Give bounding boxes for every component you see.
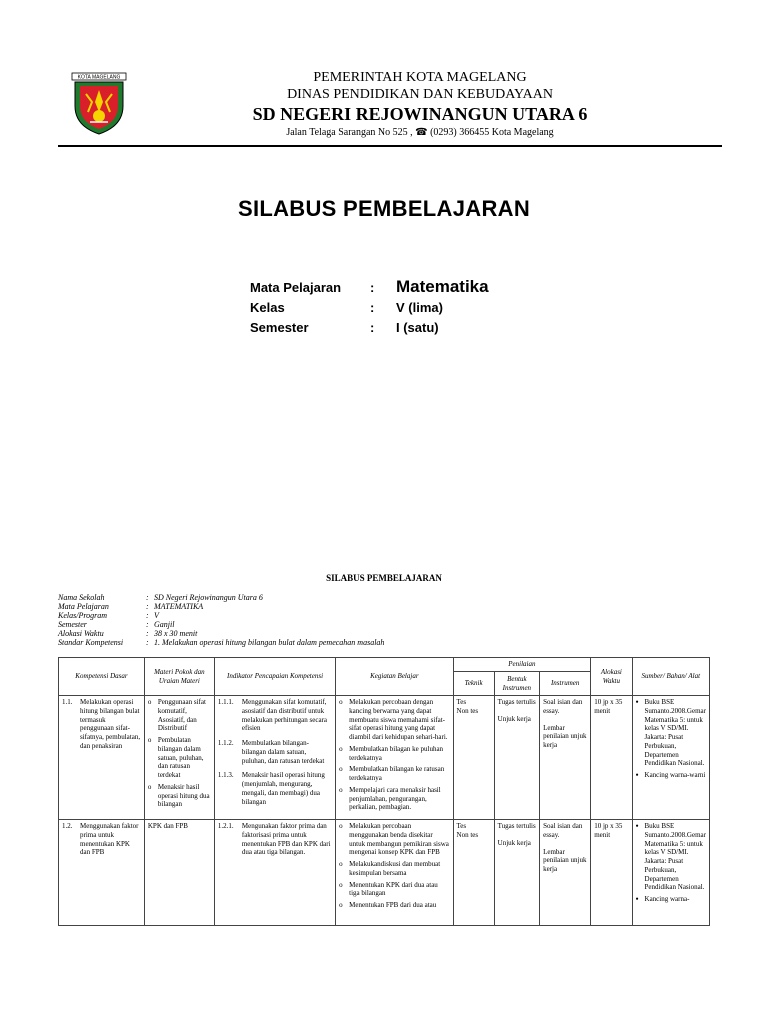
info-colon: :	[370, 300, 375, 315]
info-value: I (satu)	[396, 320, 439, 335]
list-item: • Kancing warna-warni	[636, 771, 706, 780]
cell-kegiatan	[336, 820, 453, 926]
teknik-item: Non tes	[456, 830, 479, 839]
indicator-text: Menggunakan sifat komutatif, asosiatif dan distributif untuk melakukan perhitungan secara efisien	[241, 698, 327, 733]
meta-value: MATEMATIKA	[154, 602, 204, 611]
table-row	[59, 820, 710, 926]
cell-kd	[59, 696, 145, 820]
letterhead-government: PEMERINTAH KOTA MAGELANG	[313, 70, 527, 85]
kd-number: 1.1.	[62, 698, 73, 706]
teknik-item: Tes	[456, 822, 467, 830]
header-kegiatan: Kegiatan Belajar	[336, 658, 453, 696]
kd-number: 1.2.	[62, 822, 73, 830]
meta-label: Kelas/Program	[58, 611, 108, 620]
info-colon: :	[370, 280, 375, 295]
info-colon: :	[370, 320, 375, 335]
header-materi: Materi Pokok dan Uraian Materi	[144, 658, 214, 696]
header-instrumen: Instrumen	[540, 672, 591, 696]
indicator-number: 1.1.1.	[217, 698, 234, 706]
meta-colon: :	[146, 638, 149, 647]
info-label: Kelas	[250, 300, 285, 315]
indicator-text: Mengunakan faktor prima dan faktorisasi prima untuk menentukan FPB dan KPK dari dua atau tiga bilangan.	[241, 822, 331, 857]
meta-value: V	[154, 611, 159, 620]
header-sumber: Sumber/ Bahan/ Alat	[632, 658, 709, 696]
list-item: • Kancing warna-	[636, 895, 706, 904]
meta-colon: :	[146, 629, 149, 638]
list-item: o Membulatkan bilagan ke puluhan terdekatnya	[339, 745, 449, 763]
teknik-item: Non tes	[456, 706, 479, 715]
header-penilaian: Penilaian	[453, 658, 591, 672]
letterhead-address: Jalan Telaga Sarangan No 525 , ☎ (0293) 366455 Kota Magelang	[286, 127, 554, 138]
letterhead-school-name: SD NEGERI REJOWINANGUN UTARA 6	[252, 104, 588, 124]
list-item: o Penggunaan sifat komutatif, Asosiatif, dan Distributif	[148, 698, 211, 733]
list-item: o Melakukandiskusi dan membuat kesimpulan bersama	[339, 860, 449, 878]
meta-row	[58, 620, 175, 629]
list-item: • Buku BSE Sumanto.2008.Gemar Matematika 5: untuk kelas V SD/MI. Jakarta: Pusat Perbukuan, Departemen Pendidikan Nasional.	[636, 698, 706, 768]
bentuk-item: Unjuk kerja	[497, 838, 531, 847]
kd-text: Menggunakan faktor prima untuk menentukan KPK dan FPB	[80, 822, 139, 857]
cell-indikator	[214, 696, 335, 820]
meta-colon: :	[146, 620, 149, 629]
header-teknik: Teknik	[453, 672, 494, 696]
instrumen-item: Soal isian dan essay.	[543, 698, 583, 715]
cell-teknik	[453, 820, 494, 926]
meta-row	[58, 629, 198, 638]
cell-instrumen	[540, 696, 591, 820]
syllabus-title: SILABUS PEMBELAJARAN	[326, 573, 442, 583]
cell-alokasi: 10 jp x 35 menit	[591, 696, 632, 820]
indicator-number: 1.1.3.	[217, 771, 234, 780]
teknik-item: Tes	[456, 698, 467, 706]
meta-value: SD Negeri Rejowinangun Utara 6	[154, 593, 263, 602]
info-label: Semester	[250, 320, 309, 335]
meta-row	[58, 602, 204, 611]
meta-label: Semester	[58, 620, 87, 629]
instrumen-item: Soal isian dan essay.	[543, 822, 583, 839]
indicator-number: 1.2.1.	[217, 822, 234, 830]
logo-text: KOTA MAGELANG	[77, 74, 121, 81]
info-value: Matematika	[396, 277, 489, 296]
cell-bentuk	[494, 820, 539, 926]
meta-row	[58, 638, 385, 647]
cell-instrumen	[540, 820, 591, 926]
kd-text: Melakukan operasi hitung bilangan bulat termasuk penggunaan sifat-sifatnya, pembulatan, dan penaksiran	[80, 698, 141, 750]
meta-colon: :	[146, 593, 149, 602]
meta-value: Ganjil	[154, 620, 175, 629]
meta-label: Alokasi Waktu	[58, 629, 104, 638]
table-row	[59, 696, 710, 820]
indicator-text: Menaksir hasil operasi hitung (menjumlah, mengurang, mengali, dan membagi) dua bilangan	[241, 771, 325, 806]
page-title: SILABUS PEMBELAJARAN	[237, 196, 531, 221]
cell-materi: KPK dan FPB	[144, 820, 214, 926]
cell-materi	[144, 696, 214, 820]
info-value: V (lima)	[396, 300, 443, 315]
info-label: Mata Pelajaran	[250, 280, 342, 295]
bentuk-item: Tugas tertulis	[497, 698, 536, 706]
list-item: • Buku BSE Sumanto.2008.Gemar Matematika 5: untuk kelas V SD/MI. Jakarta: Pusat Perbukuan, Departemen Pendidikan Nasional.	[636, 822, 706, 892]
city-emblem-icon	[70, 72, 128, 136]
cell-indikator	[214, 820, 335, 926]
meta-colon: :	[146, 602, 149, 611]
syllabus-table	[58, 657, 710, 926]
instrumen-item: Lembar penilaian unjuk kerja	[543, 847, 587, 873]
instrumen-item: Lembar penilaian unjuk kerja	[543, 723, 587, 749]
list-item: o Melakukan percobaan dengan kancing berwarna yang dapat membuatu siswa memahami sifat-sifat operasi hitung yang dapat diambil dari kehidupan sehari-hari.	[339, 698, 449, 742]
list-item: o Menentukan KPK dari dua atau tiga bilangan	[339, 881, 449, 899]
meta-label: Mata Pelajaran	[58, 602, 109, 611]
letterhead-department: DINAS PENDIDIKAN DAN KEBUDAYAAN	[287, 87, 553, 102]
meta-row	[58, 611, 159, 620]
list-item: o Membulatkan bilangan ke ratusan terdekatnya	[339, 765, 449, 783]
bentuk-item: Unjuk kerja	[497, 714, 531, 723]
meta-colon: :	[146, 611, 149, 620]
meta-row	[58, 593, 263, 602]
meta-label: Nama Sekolah	[58, 593, 105, 602]
header-kd: Kompetensi Dasar	[59, 658, 145, 696]
list-item: o Menentukan FPB dari dua atau	[339, 901, 449, 910]
cell-kegiatan	[336, 696, 453, 820]
cell-sumber	[632, 696, 709, 820]
meta-value: 1. Melakukan operasi hitung bilangan bulat dalam pemecahan masalah	[154, 638, 385, 647]
cell-teknik	[453, 696, 494, 820]
meta-label: Standar Kompetensi	[58, 638, 124, 647]
bentuk-item: Tugas tertulis	[497, 822, 536, 830]
header-indikator: Indikator Pencapaian Kompetensi	[214, 658, 335, 696]
list-item: o Mempelajari cara menaksir hasil penjumlahan, pengurangan, perkalian, pembagian.	[339, 786, 449, 812]
indicator-text: Membulatkan bilangan-bilangan dalam satuan, puluhan, dan ratusan terdekat	[241, 739, 325, 765]
list-item: o Pembulatan bilangan dalam satuan, puluhan, dan ratusan terdekat	[148, 736, 211, 780]
header-alokasi: Alokasi Waktu	[591, 658, 632, 696]
list-item: o Melakukan percobaan menggunakan benda disekitar untuk membangun pemikiran siswa mengenai konsep KPK dan FPB	[339, 822, 449, 857]
indicator-number: 1.1.2.	[217, 739, 234, 747]
meta-value: 38 x 30 menit	[154, 629, 198, 638]
letterhead-divider	[58, 145, 722, 147]
cell-sumber	[632, 820, 709, 926]
cell-kd	[59, 820, 145, 926]
list-item: o Menaksir hasil operasi hitung dua bilangan	[148, 783, 211, 809]
cell-alokasi: 10 jp x 35 menit	[591, 820, 632, 926]
header-bentuk: Bentuk Instrumen	[494, 672, 539, 696]
cell-bentuk	[494, 696, 539, 820]
